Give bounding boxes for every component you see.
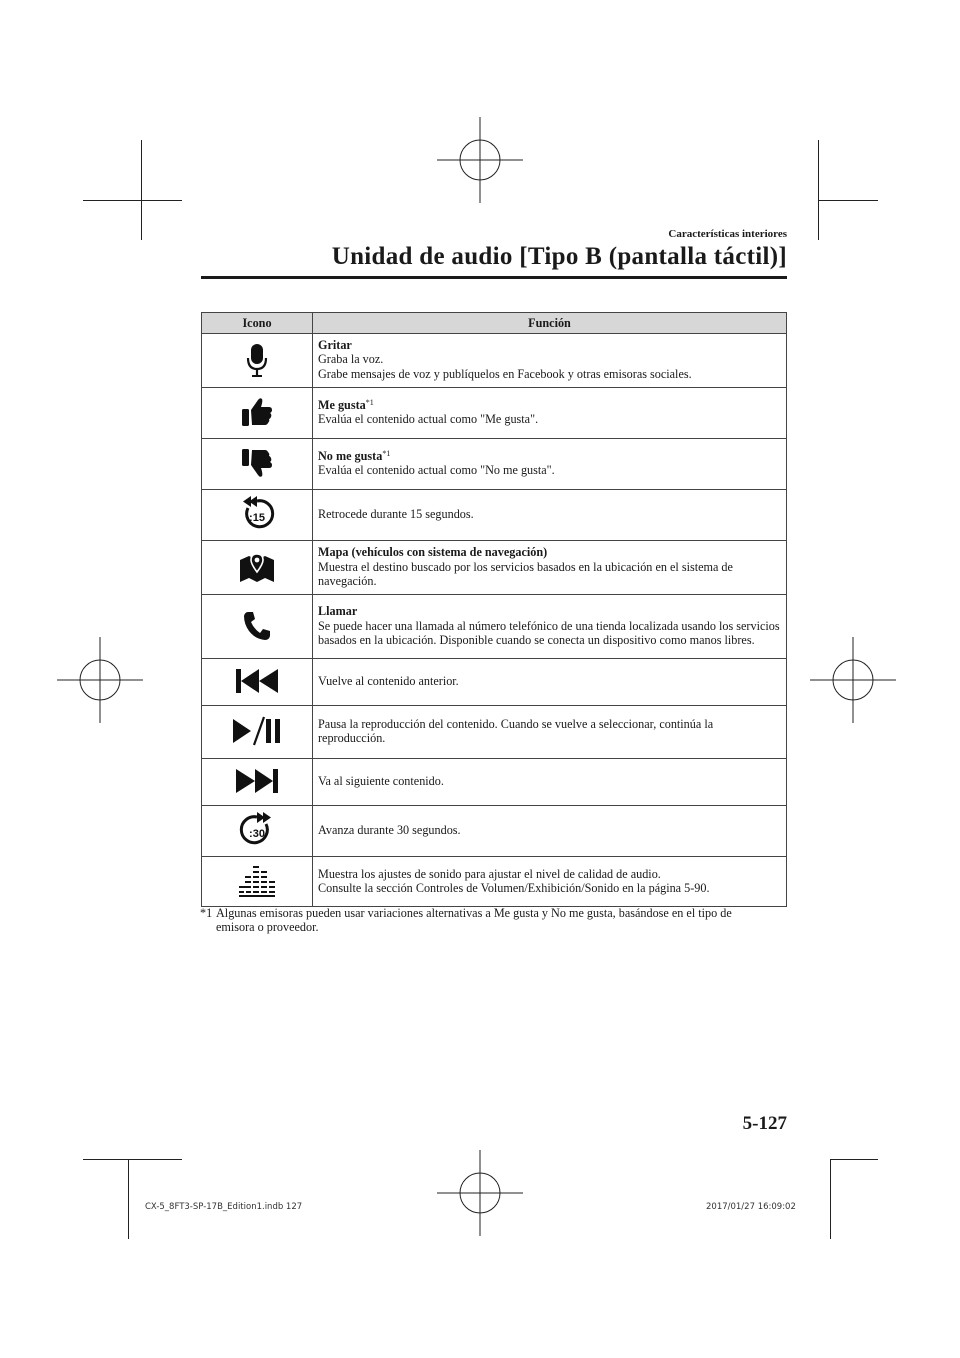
table-row (202, 334, 787, 388)
table-row (202, 388, 787, 439)
forward-30-icon (239, 812, 275, 848)
table-row (202, 759, 787, 806)
play-pause-icon (232, 716, 282, 746)
microphone-icon (245, 343, 269, 377)
equalizer-icon (239, 865, 275, 897)
phone-icon (242, 610, 272, 642)
column-header-function: Función (313, 313, 787, 334)
print-slug-file: CX-5_8FT3-SP-17B_Edition1.indb 127 (145, 1202, 303, 1212)
function-description: Muestra los ajustes de sonido para ajustar el nivel de calidad de audio. (318, 866, 661, 881)
function-description: Va al siguiente contenido. (313, 759, 787, 806)
forward-30-label: :30 (249, 828, 265, 841)
function-description: Avanza durante 30 segundos. (313, 806, 787, 857)
thumbs-up-icon (240, 396, 274, 428)
table-row (202, 439, 787, 490)
function-description: Retrocede durante 15 segundos. (313, 490, 787, 541)
footnote-reference: *1 (365, 397, 374, 407)
rewind-15-icon (239, 496, 275, 532)
function-description: Evalúa el contenido actual como "Me gusta". (318, 412, 539, 427)
function-description: Consulte la sección Controles de Volumen/Exhibición/Sonido en la página 5-90. (318, 880, 710, 895)
page-title: Unidad de audio [Tipo B (pantalla táctil)] (331, 243, 787, 270)
map-icon (238, 550, 276, 584)
function-name: Llamar (318, 604, 358, 619)
print-slug-date: 2017/01/27 16:09:02 (706, 1202, 796, 1212)
footnote-text: Algunas emisoras pueden usar variaciones alternativas a Me gusta y No me gusta, basándose en el tipo de (216, 906, 732, 920)
table-row (202, 706, 787, 759)
thumbs-down-icon (240, 447, 274, 479)
previous-track-icon (235, 668, 279, 694)
page-number: 5-127 (742, 1113, 787, 1134)
table-row (202, 857, 787, 907)
registration-mark-left (57, 637, 143, 723)
function-description: Grabe mensajes de voz y publíquelos en Facebook y otras emisoras sociales. (318, 366, 692, 381)
footnote-mark: *1 (200, 906, 213, 920)
table-row (202, 659, 787, 706)
rewind-15-label: :15 (249, 512, 265, 525)
column-header-icon: Icono (202, 313, 313, 334)
table-header-row (202, 313, 787, 334)
function-description: Muestra el destino buscado por los servicios basados en la ubicación en el sistema de navegación. (318, 559, 733, 589)
function-description: Pausa la reproducción del contenido. Cuando se vuelve a seleccionar, continúa la reproducción. (313, 706, 787, 759)
registration-mark-right (810, 637, 896, 723)
footnote (200, 906, 790, 935)
footnote-text-continued: emisora o proveedor. (216, 920, 319, 935)
function-name: Mapa (vehículos con sistema de navegación) (318, 545, 548, 560)
function-description: Se puede hacer una llamada al número telefónico de una tienda localizada usando los servicios basados en la ubicación. Disponible cuando se conecta un dispositivo como manos libres. (318, 618, 780, 648)
next-track-icon (235, 768, 279, 794)
footnote-reference: *1 (382, 448, 391, 458)
function-description: Vuelve al contenido anterior. (313, 659, 787, 706)
function-name: No me gusta (318, 448, 383, 463)
table-row (202, 595, 787, 659)
function-description: Evalúa el contenido actual como "No me gusta". (318, 463, 555, 478)
function-description: Graba la voz. (318, 352, 384, 367)
function-name: Gritar (318, 338, 352, 352)
section-label: Características interiores (668, 228, 787, 240)
function-name: Me gusta (318, 397, 366, 412)
table-row (202, 806, 787, 857)
table-row (202, 541, 787, 595)
function-table (201, 312, 787, 907)
registration-mark-top (437, 117, 523, 203)
title-rule (201, 276, 787, 279)
registration-mark-bottom (437, 1150, 523, 1236)
table-row (202, 490, 787, 541)
